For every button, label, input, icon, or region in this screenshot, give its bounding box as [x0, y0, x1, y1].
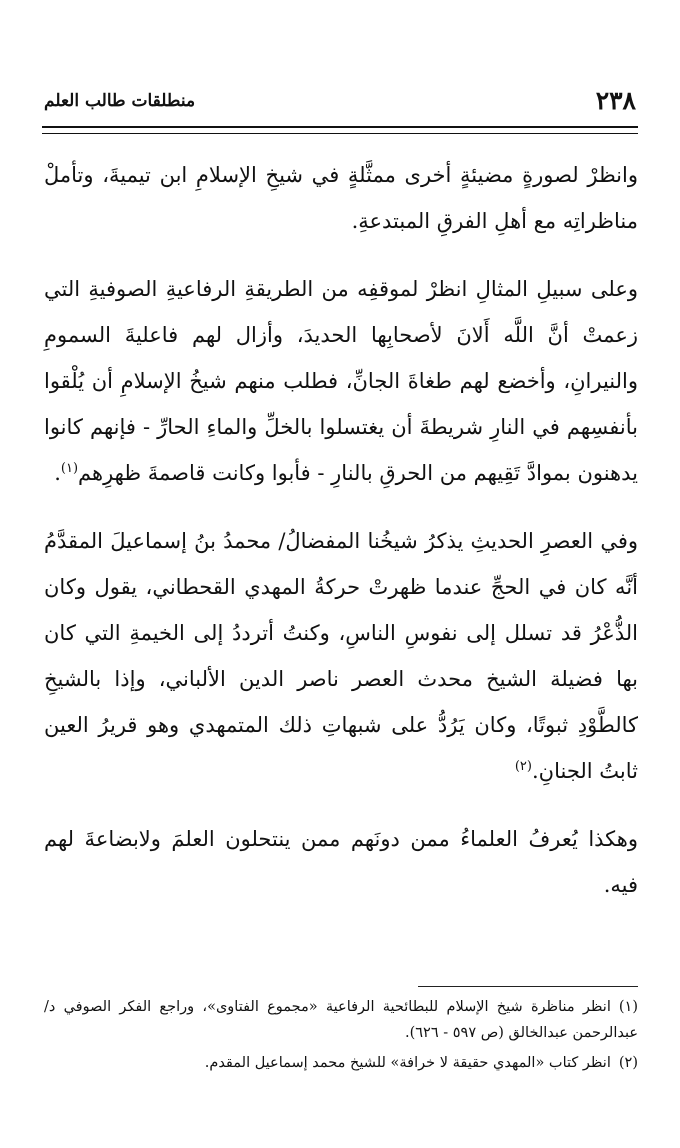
paragraph-4: وهكذا يُعرفُ العلماءُ ممن دونَهم ممن ينتحلون العلمَ ولابضاعةَ لهم فيه.: [44, 827, 638, 897]
footnote-ref-1: (١): [60, 461, 79, 476]
footnote-mark-1: (١): [618, 999, 638, 1015]
page-number: ٢٣٨: [595, 86, 636, 115]
header-rule-thick: [42, 126, 638, 128]
page-header: [44, 84, 636, 118]
body-text: [44, 152, 638, 930]
footnote-2: [44, 1050, 638, 1076]
footnote-mark-2: (٢): [618, 1055, 638, 1071]
paragraph-3: وفي العصرِ الحديثِ يذكرُ شيخُنا المفضالُ/ محمدُ بنُ إسماعيلَ المقدَّمُ أنَّه كان في الحجِّ عندما ظهرتْ حركةُ المهدي القحطاني، يقول وكان الذُّعْرُ قد تسلل إلى نفوسِ الناسِ، وكنتُ أترددُ إلى الخيمةِ التي كان بها فضيلة الشيخ محدث العصر ناصر الدين الألباني، وإذا بالشيخِ كالطَّوْدِ ثبوتًا، وكان يَرُدُّ على شبهاتِ ذلك المتمهدي وهو قريرُ العين ثابتُ الجنانِ.$^{(٢)}$: [44, 529, 638, 783]
paragraph-2: وعلى سبيلِ المثالِ انظرْ لموقفِه من الطريقةِ الرفاعيةِ الصوفيةِ التي زعمتْ أنَّ اللَّه أَلانَ لأصحابِها الحديدَ، وأزال لهم فاعليةَ السمومِ والنيرانِ، وأخضع لهم طغاةَ الجانِّ، فطلب منهم شيخُ الإسلامِ أن يُلْقوا بأنفسِهم في النارِ شريطةَ أن يغتسلوا بالخلِّ والماءِ الحارِّ - فإنهم كانوا يدهنون بموادَّ تَقِيهم من الحرقِ بالنارِ - فأبوا وكانت قاصمةَ ظهرِهم$^{(١)}$.: [44, 277, 638, 485]
footnotes: [44, 994, 638, 1080]
footnote-ref-2: (٢): [514, 759, 532, 774]
header-rule-thin: [42, 133, 638, 134]
footnote-1: [44, 994, 638, 1046]
paragraph-1: وانظرْ لصورةٍ مضيئةٍ أخرى ممثَّلةٍ في شيخِ الإسلامِ ابن تيميةَ، وتأملْ مناظراتِه مع أهلِ الفرقِ المبتدعةِ.: [44, 163, 638, 233]
footnote-text-2: انظر كتاب «المهدي حقيقة لا خرافة» للشيخ محمد إسماعيل المقدم.: [204, 1055, 611, 1071]
footnote-separator: [418, 986, 638, 987]
footnote-text-1: انظر مناظرة شيخ الإسلام للبطائحية الرفاعية «مجموع الفتاوى»، وراجع الفكر الصوفي د/ عبدالرحمن عبدالخالق (ص ٥٩٧ - ٦٢٦).: [44, 999, 638, 1041]
running-title: منطلقات طالب العلم: [44, 91, 196, 111]
